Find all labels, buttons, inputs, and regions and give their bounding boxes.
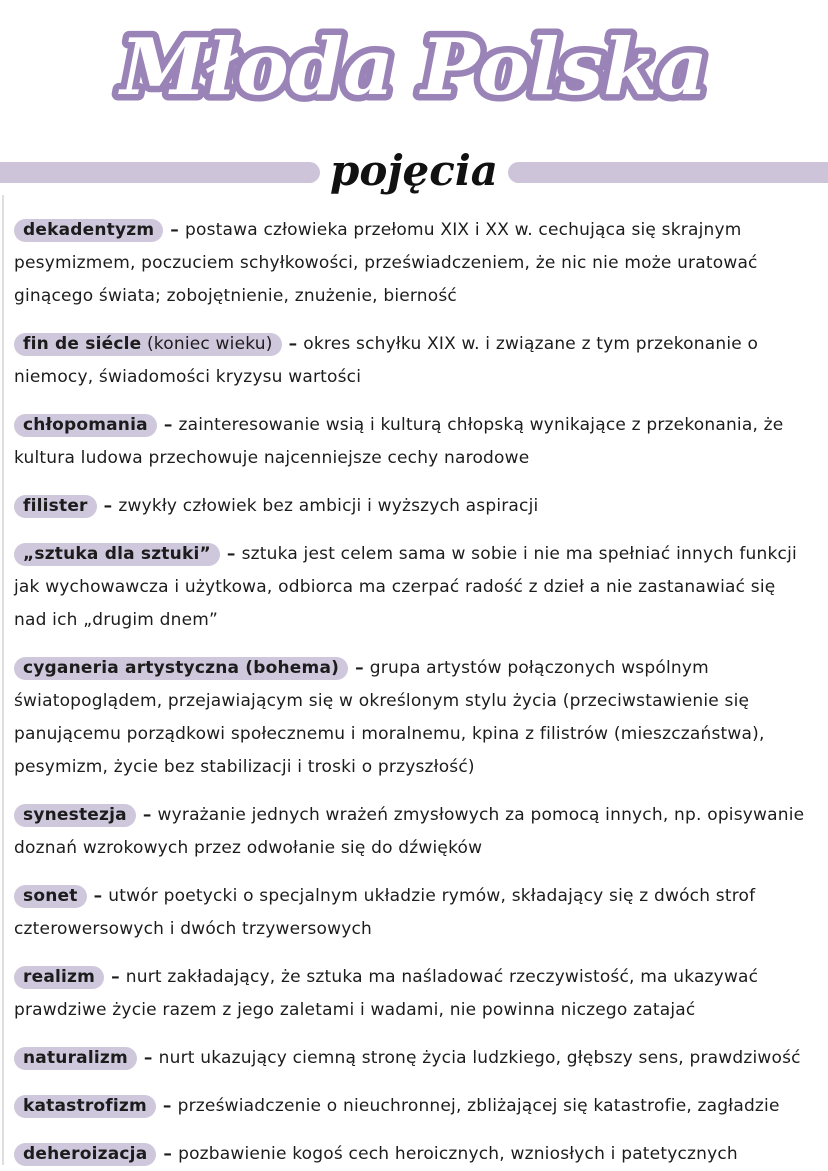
term-definition: zwykły człowiek bez ambicji i wyższych aspiracji xyxy=(118,496,539,516)
term-label: naturalizm xyxy=(23,1048,128,1068)
term-definition: nurt zakładający, że sztuka ma naśladować rzeczywistość, ma ukazywać prawdziwe życie razem z jego zaletami i wadami, nie powinna niczego zatajać xyxy=(14,967,759,1020)
separator-dash: – xyxy=(93,886,103,906)
separator-dash: – xyxy=(226,544,236,564)
term-entry xyxy=(14,328,812,394)
term-definition: wyrażanie jednych wrażeń zmysłowych za pomocą innych, np. opisywanie doznań wzrokowych przez odwołanie się do dźwięków xyxy=(14,805,805,858)
term-label: realizm xyxy=(23,967,96,987)
term-entry xyxy=(14,538,812,637)
separator-dash: – xyxy=(142,805,152,825)
definitions-list xyxy=(0,214,828,1171)
term-pill xyxy=(14,219,163,242)
term-pill xyxy=(14,804,136,827)
section-title: pojęcia xyxy=(329,145,499,195)
term-pill xyxy=(14,657,348,680)
term-note: (koniec wieku) xyxy=(141,334,273,354)
term-label: dekadentyzm xyxy=(23,220,155,240)
term-pill xyxy=(14,885,87,908)
term-label: filister xyxy=(23,496,88,516)
separator-dash: – xyxy=(162,1096,172,1116)
term-definition: zainteresowanie wsią i kulturą chłopską wynikające z przekonania, że kultura ludowa przechowuje najcenniejsze cechy narodowe xyxy=(14,415,784,468)
separator-dash: – xyxy=(355,658,364,678)
term-label: synestezja xyxy=(23,805,127,825)
title-lettering xyxy=(16,6,812,128)
term-definition: utwór poetycki o specjalnym układzie rymów, składający się z dwóch strof czterowersowych i dwóch trzywersowych xyxy=(14,886,756,939)
term-label: fin de siécle xyxy=(23,334,142,354)
term-label: katastrofizm xyxy=(23,1096,147,1116)
term-definition: pozbawienie kogoś cech heroicznych, wzniosłych i patetycznych xyxy=(178,1144,738,1164)
separator-dash: – xyxy=(163,415,173,435)
term-entry xyxy=(14,1138,812,1171)
term-definition: okres schyłku XIX w. i związane z tym przekonanie o niemocy, świadomości kryzysu wartości xyxy=(14,334,759,387)
term-pill xyxy=(14,966,104,989)
page-header xyxy=(0,0,828,132)
term-definition: sztuka jest celem sama w sobie i nie ma spełniać innych funkcji jak wychowawcza i użytkowa, odbiorca ma czerpać radość z dzieł a nie zastanawiać się nad ich „drugim dnem” xyxy=(14,544,797,630)
separator-dash: – xyxy=(170,220,179,240)
separator-dash: – xyxy=(143,1048,153,1068)
term-pill xyxy=(14,1095,156,1118)
term-entry xyxy=(14,409,812,475)
term-label: chłopomania xyxy=(23,415,148,435)
term-definition: postawa człowieka przełomu XIX i XX w. cechująca się skrajnym pesymizmem, poczuciem schyłkowości, przeświadczeniem, że nic nie może uratować ginącego świata; zobojętnienie, znużenie, bierność xyxy=(14,220,758,306)
term-entry xyxy=(14,652,812,784)
separator-dash: – xyxy=(288,334,298,354)
term-definition: nurt ukazujący ciemną stronę życia ludzkiego, głębszy sens, prawdziwość xyxy=(158,1048,801,1068)
term-entry xyxy=(14,961,812,1027)
term-definition: grupa artystów połączonych wspólnym światopoglądem, przejawiającym się w określonym stylu życia (przeciwstawienie się panującemu porządkowi społecznemu i moralnemu, kpina z filistrów (mieszczaństwa), pesymizm, życie bez stabilizacji i troski o przyszłość) xyxy=(14,658,765,777)
separator-dash: – xyxy=(163,1144,173,1164)
term-label: deheroizacja xyxy=(23,1144,148,1164)
term-entry xyxy=(14,799,812,865)
term-entry xyxy=(14,880,812,946)
term-label: sonet xyxy=(23,886,78,906)
band-bar-left xyxy=(0,162,320,183)
scan-artifact-line xyxy=(2,195,4,1165)
term-entry xyxy=(14,490,812,523)
term-pill xyxy=(14,495,97,518)
term-definition: przeświadczenie o nieuchronnej, zbliżającej się katastrofie, zagładzie xyxy=(177,1096,780,1116)
term-pill xyxy=(14,414,157,437)
page-title: Młoda Polska xyxy=(120,22,708,113)
band-bar-right xyxy=(508,162,828,183)
term-pill xyxy=(14,1047,137,1070)
term-pill xyxy=(14,543,220,566)
section-band xyxy=(0,146,828,198)
term-entry xyxy=(14,1090,812,1123)
separator-dash: – xyxy=(111,967,120,987)
term-label: cyganeria artystyczna (bohema) xyxy=(23,658,340,678)
term-pill xyxy=(14,333,282,356)
term-label: „sztuka dla sztuki” xyxy=(23,544,211,564)
term-pill xyxy=(14,1143,156,1166)
term-entry xyxy=(14,1042,812,1075)
separator-dash: – xyxy=(103,496,113,516)
term-entry xyxy=(14,214,812,313)
